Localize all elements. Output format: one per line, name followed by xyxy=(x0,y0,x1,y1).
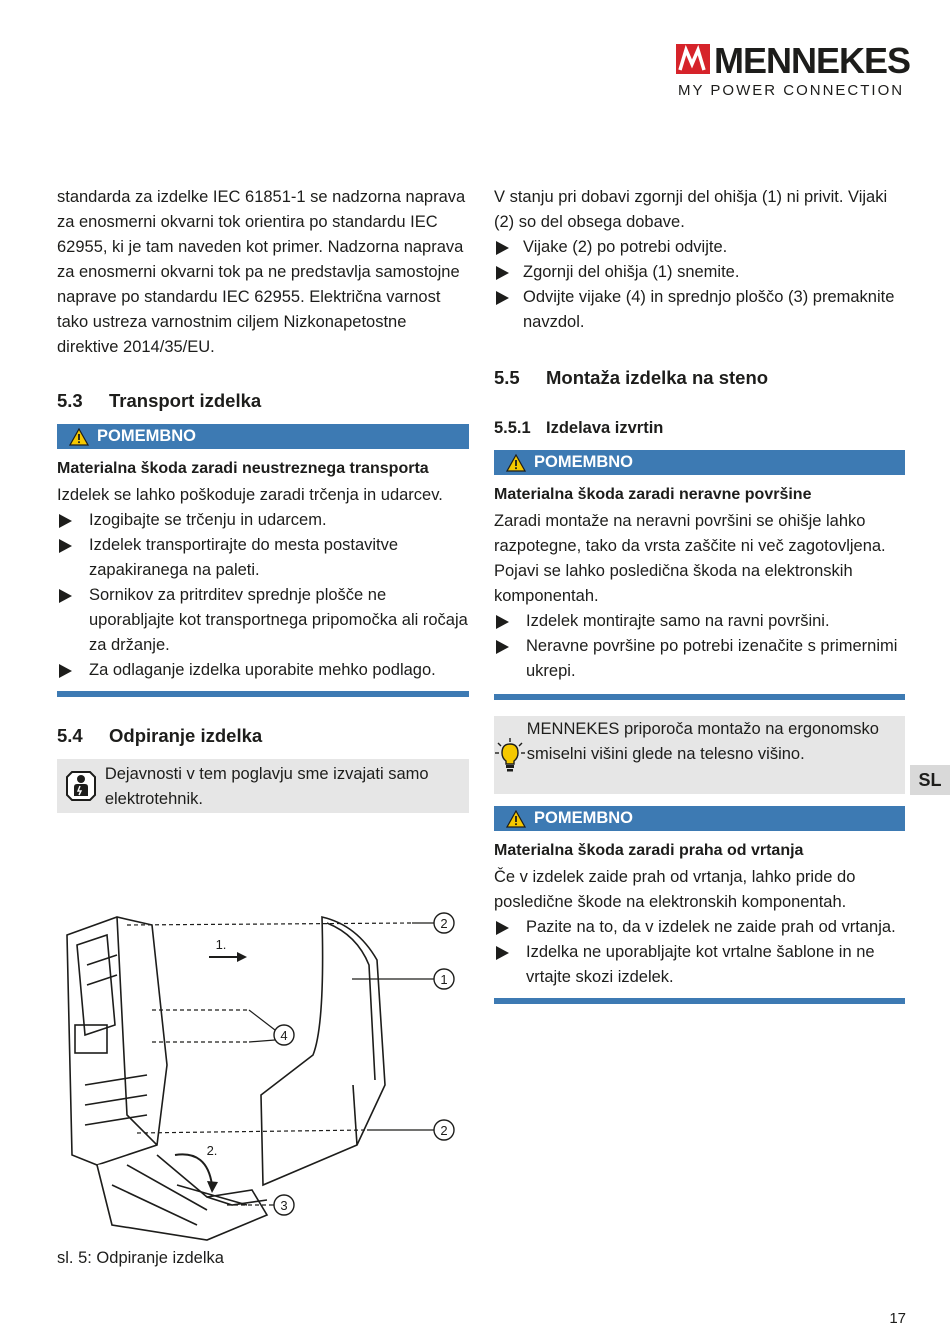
bullet-list xyxy=(494,915,905,990)
step-2-label: 2. xyxy=(206,1143,218,1158)
notice-bar-important xyxy=(494,806,905,831)
electrician-notice-box xyxy=(57,759,469,813)
page-number: 17 xyxy=(889,1310,906,1327)
brand-name: MENNEKES xyxy=(714,40,911,81)
list-item: Vijake (2) po potrebi odvijte. xyxy=(494,235,905,260)
bullet-arrow-icon xyxy=(496,266,509,280)
lightbulb-icon xyxy=(494,737,526,773)
list-item: Za odlaganje izdelka uporabite mehko podlago. xyxy=(57,658,469,683)
bullet-arrow-icon xyxy=(496,241,509,255)
section-number: 5.5 xyxy=(494,367,520,388)
callout-3: 3 xyxy=(280,1198,288,1213)
notice-label: POMEMBNO xyxy=(534,453,633,471)
bullet-arrow-icon xyxy=(496,291,509,305)
list-item: Izogibajte se trčenju in udarcem. xyxy=(57,508,469,533)
brand-tagline: MY POWER CONNECTION xyxy=(678,82,905,99)
list-item: Odvijte vijake (4) in sprednjo ploščo (3) premaknite navzdol. xyxy=(494,285,905,335)
section-5-5-1-heading xyxy=(494,419,905,438)
tip-text: MENNEKES priporoča montažo na ergonomsko smiselni višini glede na telesno višino. xyxy=(526,720,879,763)
step-1-label: 1. xyxy=(215,937,227,952)
list-item: Izdelka ne uporabljajte kot vrtalne šablone in ne vrtajte skozi izdelek. xyxy=(494,940,905,990)
list-item: Pazite na to, da v izdelek ne zaide prah od vrtanja. xyxy=(494,915,905,940)
language-tab: SL xyxy=(910,765,950,795)
figure-opening-product xyxy=(57,905,469,1245)
mennekes-logo-mark-icon xyxy=(676,44,710,74)
bullet-list xyxy=(494,235,905,335)
warning-icon xyxy=(506,810,526,828)
section-5-4-heading xyxy=(57,725,469,747)
list-item: Izdelek montirajte samo na ravni površini. xyxy=(494,609,905,634)
section-number: 5.3 xyxy=(57,390,83,411)
electrician-notice-text: Dejavnosti v tem poglavju sme izvajati samo elektrotehnik. xyxy=(104,765,429,808)
bullet-arrow-icon xyxy=(496,615,509,629)
bullet-arrow-icon xyxy=(496,921,509,935)
notice-label: POMEMBNO xyxy=(97,427,196,445)
list-item: Neravne površine po potrebi izenačite s primernimi ukrepi. xyxy=(494,634,905,684)
callout-1: 1 xyxy=(440,972,448,987)
bullet-arrow-icon xyxy=(59,539,72,553)
section-end-rule xyxy=(494,998,905,1004)
bullet-list xyxy=(494,609,905,684)
section-title: Montaža izdelka na steno xyxy=(546,367,769,388)
bullet-arrow-icon xyxy=(59,664,72,678)
notice-bar-important xyxy=(494,450,905,475)
bullet-arrow-icon xyxy=(59,514,72,528)
callout-2-bottom: 2 xyxy=(440,1123,448,1138)
section-title: Odpiranje izdelka xyxy=(109,725,263,746)
section-5-5-heading xyxy=(494,367,905,389)
notice-label: POMEMBNO xyxy=(534,809,633,827)
bullet-arrow-icon xyxy=(496,946,509,960)
notice-title: Materialna škoda zaradi praha od vrtanja xyxy=(494,842,804,859)
section-5-3-heading xyxy=(57,390,469,412)
bullet-arrow-icon xyxy=(496,640,509,654)
intro-paragraph: V stanju pri dobavi zgornji del ohišja (1) ni privit. Vijaki (2) so del obsega dobave. xyxy=(494,188,888,231)
list-item: Zgornji del ohišja (1) snemite. xyxy=(494,260,905,285)
intro-paragraph: standarda za izdelke IEC 61851-1 se nadzorna naprava za enosmerni okvarni tok orientira po standardu IEC 62955, ki je tam naveden kot primer. Nadzorna naprava za enosmerni okvarni tok pa ne predstavlja samostojne naprave po standardu IEC 62955. Električna varnost tako ustreza varnostnim ciljem Nizkonapetostne direktive 2014/35/EU. xyxy=(57,188,466,356)
callout-4: 4 xyxy=(280,1028,288,1043)
section-title: Transport izdelka xyxy=(109,390,262,411)
notice-text: Če v izdelek zaide prah od vrtanja, lahko pride do posledične škode na elektronskih komponentah. xyxy=(494,868,856,911)
warning-icon xyxy=(69,428,89,446)
notice-bar-important xyxy=(57,424,469,449)
notice-title: Materialna škoda zaradi neravne površine xyxy=(494,486,812,503)
left-column xyxy=(57,185,469,813)
bullet-list xyxy=(57,508,469,683)
bullet-arrow-icon xyxy=(59,589,72,603)
callout-2-top: 2 xyxy=(440,916,448,931)
list-item: Izdelek transportirajte do mesta postavitve zapakiranega na paleti. xyxy=(57,533,469,583)
figure-caption: sl. 5: Odpiranje izdelka xyxy=(57,1249,224,1267)
notice-text: Izdelek se lahko poškoduje zaradi trčenja in udarcev. xyxy=(57,486,443,504)
warning-icon xyxy=(506,454,526,472)
right-column xyxy=(494,185,905,1004)
notice-title: Materialna škoda zaradi neustreznega transporta xyxy=(57,460,429,477)
notice-text: Zaradi montaže na neravni površini se ohišje lahko razpotegne, tako da vrsta zaščite ni več zagotovljena. Pojavi se lahko posledična škoda na elektronskih komponentah. xyxy=(494,512,886,605)
section-number: 5.4 xyxy=(57,725,83,746)
tip-box xyxy=(494,716,905,794)
list-item: Sornikov za pritrditev sprednje plošče ne uporabljajte kot transportnega pripomočka ali ročaja za držanje. xyxy=(57,583,469,658)
section-number: 5.5.1 xyxy=(494,419,531,437)
electrician-icon xyxy=(64,769,98,803)
mennekes-logo xyxy=(676,40,911,100)
product-drawing xyxy=(57,905,469,1245)
section-title: Izdelava izvrtin xyxy=(546,419,664,437)
